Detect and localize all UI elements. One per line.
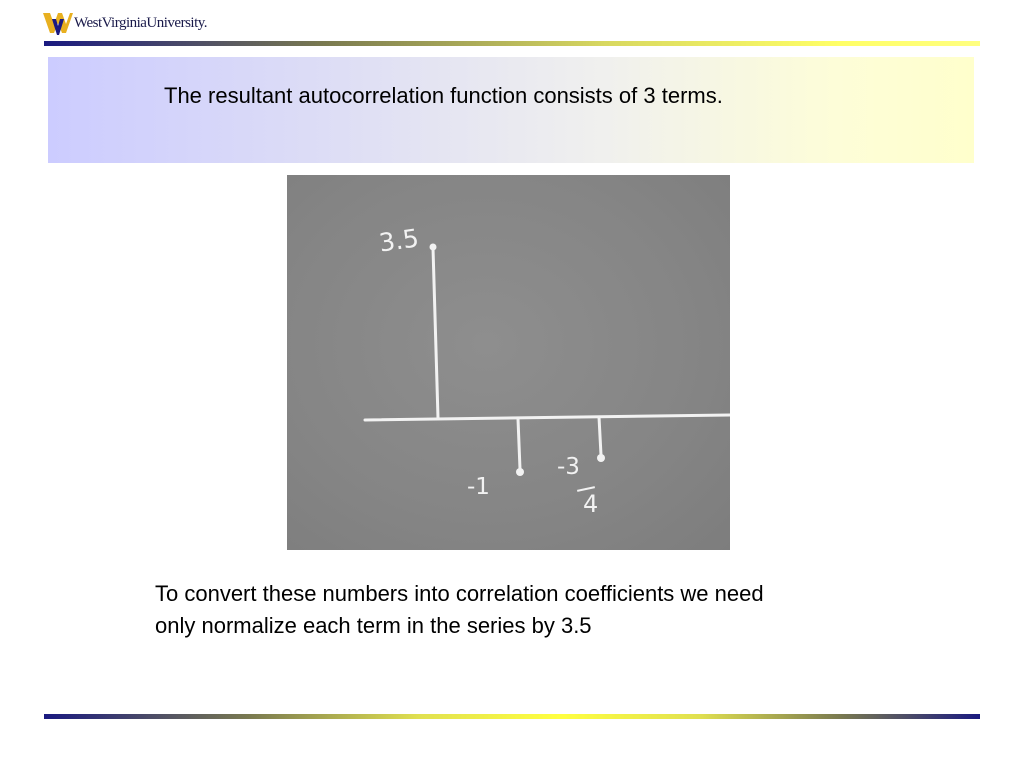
- body-line-1: To convert these numbers into correlation coefficients we need: [155, 581, 764, 606]
- chalk-point-neg34: [597, 454, 605, 462]
- label-peak: 3.5: [377, 223, 421, 258]
- title-band: [48, 57, 974, 163]
- label-neg1: -1: [467, 474, 490, 500]
- slide-body: [155, 578, 885, 642]
- chalk-point-peak: [430, 244, 437, 251]
- chalk-stem-neg34: [599, 417, 601, 455]
- slide-title: The resultant autocorrelation function consists of 3 terms.: [164, 83, 723, 108]
- chalk-stem-peak: [433, 248, 438, 418]
- chalk-stem-neg1: [518, 419, 520, 469]
- wv-flying-wv-icon: [43, 9, 73, 37]
- header-divider: [44, 41, 980, 46]
- label-neg34-numerator: -3: [557, 454, 580, 480]
- university-logo: [43, 8, 207, 38]
- body-line-2: only normalize each term in the series by 3.5: [155, 613, 592, 638]
- chalkboard-photo: [287, 175, 730, 550]
- stem-plot-drawing: [287, 175, 730, 550]
- label-neg34-denominator: 4: [583, 490, 599, 518]
- logo-text: WestVirginiaUniversity.: [74, 15, 208, 31]
- chalk-point-neg1: [516, 468, 524, 476]
- footer-divider: [44, 714, 980, 719]
- chalk-axis-line: [365, 415, 730, 420]
